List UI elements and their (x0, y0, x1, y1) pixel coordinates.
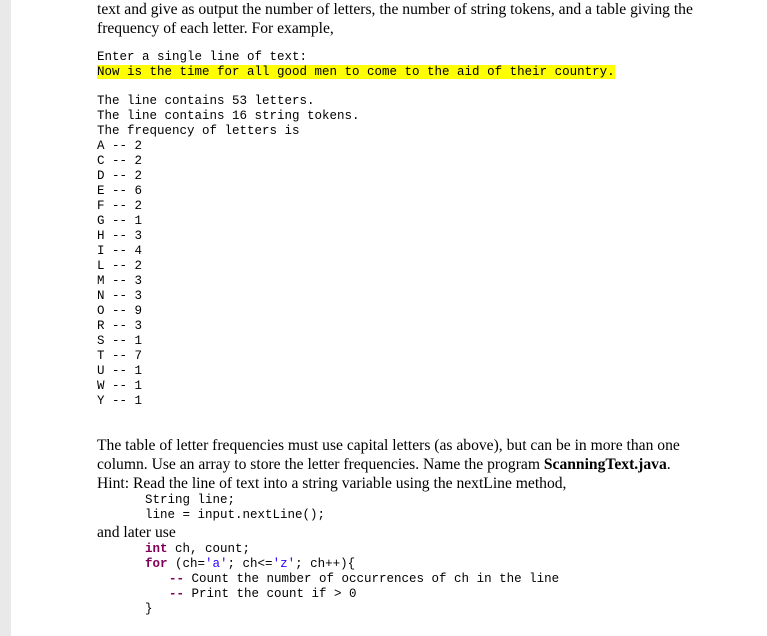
code-snippet-loop (97, 542, 737, 617)
code-line-int-decl (145, 542, 737, 557)
keyword-int: int (145, 542, 168, 556)
code-line-for (145, 557, 737, 572)
frequency-row: N -- 3 (97, 289, 143, 303)
input-line (97, 65, 737, 80)
code-snippet-readline (97, 493, 737, 523)
left-page-margin (0, 0, 11, 636)
frequency-row: F -- 2 (97, 199, 143, 213)
char-literal-a: 'a' (205, 557, 228, 571)
frequency-row: O -- 9 (97, 304, 143, 318)
document-page (97, 0, 737, 617)
decl-rest: ch, count; (167, 542, 251, 556)
requirements-line-2 (97, 455, 737, 474)
for-mid: ; ch<= (227, 557, 273, 571)
requirements-line-1: The table of letter frequencies must use capital letters (as above), but can be in more than one (97, 437, 680, 454)
comment-marker: -- (169, 572, 185, 586)
for-close: ; ch++){ (295, 557, 356, 571)
hint-line: Hint: Read the line of text into a string variable using the nextLine method, (97, 475, 567, 492)
char-literal-z: 'z' (272, 557, 296, 571)
code-close-brace: } (145, 602, 153, 616)
requirements-paragraph (97, 436, 737, 493)
frequency-row: U -- 1 (97, 364, 143, 378)
frequency-row: T -- 7 (97, 349, 143, 363)
input-prompt: Enter a single line of text: (97, 50, 308, 64)
frequency-row: C -- 2 (97, 154, 143, 168)
intro-paragraph (97, 0, 737, 38)
frequency-row: D -- 2 (97, 169, 143, 183)
frequency-row: L -- 2 (97, 259, 143, 273)
comment-marker: -- (169, 587, 185, 601)
comment-body: Print the count if > 0 (184, 587, 357, 601)
frequency-row: R -- 3 (97, 319, 143, 333)
frequency-row: H -- 3 (97, 229, 143, 243)
frequency-row: I -- 4 (97, 244, 143, 258)
program-name: ScanningText.java (543, 456, 667, 473)
keyword-for: for (145, 557, 168, 571)
loop-comment-print (169, 587, 737, 602)
sample-input-block (97, 50, 737, 80)
vertical-spacer (97, 409, 737, 427)
requirements-line-2-end: . (666, 456, 671, 473)
frequency-row: W -- 1 (97, 379, 143, 393)
comment-body: Count the number of occurrences of ch in the line (184, 572, 560, 586)
frequency-row: M -- 3 (97, 274, 143, 288)
later-use-text: and later use (97, 524, 176, 541)
frequency-row: Y -- 1 (97, 394, 143, 408)
comment-print-text (169, 587, 357, 601)
program-output-block (97, 94, 737, 409)
requirements-line-2-text: column. Use an array to store the letter frequencies. Name the program (97, 456, 544, 473)
loop-body (145, 572, 737, 602)
tokens-count-line: The line contains 16 string tokens. (97, 109, 360, 123)
frequency-row: A -- 2 (97, 139, 143, 153)
frequency-row: G -- 1 (97, 214, 143, 228)
intro-line-1: text and give as output the number of letters, the number of string tokens, and a table giving the (97, 1, 693, 18)
comment-count-text (169, 572, 559, 586)
frequency-header: The frequency of letters is (97, 124, 300, 138)
loop-comment-count (169, 572, 737, 587)
highlighted-user-input: Now is the time for all good men to come to the aid of their country. (97, 65, 615, 79)
code-line-nextline: line = input.nextLine(); (145, 508, 326, 522)
for-open: (ch= (167, 557, 206, 571)
frequency-row: S -- 1 (97, 334, 143, 348)
letters-count-line: The line contains 53 letters. (97, 94, 315, 108)
intro-line-2: frequency of each letter. For example, (97, 20, 334, 37)
code-line-declaration: String line; (145, 493, 236, 507)
frequency-row: E -- 6 (97, 184, 143, 198)
frequency-table (97, 139, 737, 409)
